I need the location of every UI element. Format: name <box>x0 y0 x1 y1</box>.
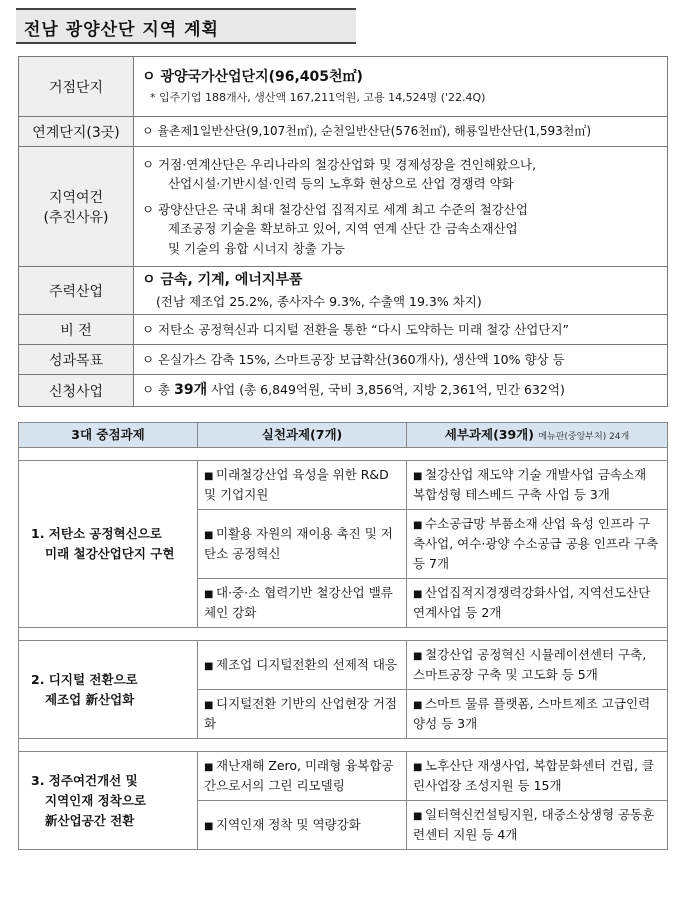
group3-category-line2: 지역인재 정착으로 <box>45 792 146 808</box>
vision-row <box>19 315 668 345</box>
apply-label: 신청사업 <box>19 375 134 407</box>
vision-label: 비 전 <box>19 315 134 345</box>
group3-action1: 재난재해 Zero, 미래형 융복합공간으로서의 그린 리모델링 <box>204 758 394 793</box>
group1-detail2: 수소공급망 부품소재 산업 육성 인프라 구축사업, 여수·광양 수소공급 공용 인프라 구축 등 7개 <box>413 516 659 571</box>
page-title-box <box>16 8 356 44</box>
goal-label: 성과목표 <box>19 345 134 375</box>
group1-detail3: 산업집적지경쟁력강화사업, 지역선도산단 연계사업 등 2개 <box>413 585 651 620</box>
conditions-p2a: ㅇ 광양산단은 국내 최대 철강산업 집적지로 세계 최고 수준의 철강산업 <box>142 201 528 217</box>
group3-row1: 3. 정주여건개선 및 지역인재 정착으로 新산업공간 전환 ■ 재난재해 Zero, 미래형 융복합공간으로서의 그린 리모델링 ■ 노후산단 재생사업, 복합문화센터 건립, 클린사업장 조성지원 등 15개 <box>19 752 668 801</box>
overview-table <box>18 56 668 407</box>
group3-detail2: 일터혁신컨설팅지원, 대중소상생형 공동훈련센터 지원 등 4개 <box>413 807 655 842</box>
group2-category-line2: 제조업 新산업화 <box>45 691 135 707</box>
apply-row <box>19 375 668 407</box>
vision-line: ㅇ 저탄소 공정혁신과 디지털 전환을 통한 “다시 도약하는 미래 철강 산업단지” <box>134 315 668 345</box>
conditions-sublabel: (추진사유) <box>43 209 109 226</box>
apply-prefix: ㅇ 총 <box>142 381 175 397</box>
group2-action2: 디지털전환 기반의 산업현장 거점화 <box>204 696 397 731</box>
group1-action2: 미활용 자원의 재이용 촉진 및 저탄소 공정혁신 <box>204 526 393 561</box>
group1-action3: 대·중·소 협력기반 철강산업 밸류체인 강화 <box>204 585 393 620</box>
industry-label: 주력산업 <box>19 267 134 315</box>
group1-row3: ■ 대·중·소 협력기반 철강산업 밸류체인 강화 ■ 산업집적지경쟁력강화사업, 지역선도산단 연계사업 등 2개 <box>19 579 668 628</box>
group1-category-line2: 미래 철강산업단지 구현 <box>45 546 175 561</box>
tasks-table <box>18 422 668 850</box>
group2-category-line1: 2. 디지털 전환으로 <box>31 671 138 687</box>
group1-detail1: 철강산업 재도약 기술 개발사업 금속소재 복합성형 테스베드 구축 사업 등 3개 <box>413 467 647 502</box>
group1-row2: ■ 미활용 자원의 재이용 촉진 및 저탄소 공정혁신 ■ 수소공급망 부품소재 산업 육성 인프라 구축사업, 여수·광양 수소공급 공용 인프라 구축 등 7개 <box>19 510 668 579</box>
linked-row <box>19 117 668 147</box>
linked-label: 연계단지(3곳) <box>19 117 134 147</box>
conditions-row <box>19 147 668 267</box>
group3-action2: 지역인재 정착 및 역량강화 <box>216 817 361 832</box>
hub-line: ㅇ 광양국가산업단지(96,405천㎡) <box>142 69 363 86</box>
group2-detail1: 철강산업 공정혁신 시뮬레이션센터 구축, 스마트공장 구축 및 고도화 등 5개 <box>413 647 647 682</box>
group1-category-line1: 1. 저탄소 공정혁신으로 <box>31 526 162 541</box>
page-title: 전남 광양산단 지역 계획 <box>24 20 219 40</box>
header-col2: 실천과제(7개) <box>198 423 407 448</box>
group3-category-line3: 新산업공간 전환 <box>45 812 135 828</box>
group2-action1: 제조업 디지털전환의 선제적 대응 <box>216 657 397 672</box>
group3-detail1: 노후산단 재생사업, 복합문화센터 건립, 클린사업장 조성지원 등 15개 <box>413 758 655 793</box>
apply-detail: 사업 (총 6,849억원, 국비 3,856억, 지방 2,361억, 민간 632억) <box>207 381 565 397</box>
group2-detail2: 스마트 물류 플랫폼, 스마트제조 고급인력 양성 등 3개 <box>413 696 651 731</box>
group2-row1: 2. 디지털 전환으로 제조업 新산업화 ■ 제조업 디지털전환의 선제적 대응 ■ 철강산업 공정혁신 시뮬레이션센터 구축, 스마트공장 구축 및 고도화 등 5개 <box>19 641 668 690</box>
industry-row <box>19 267 668 315</box>
hub-note: * 입주기업 188개사, 생산액 167,211억원, 고용 14,524명 ('22.4Q) <box>150 90 486 104</box>
group3-row2: ■ 지역인재 정착 및 역량강화 ■ 일터혁신컨설팅지원, 대중소상생형 공동훈련센터 지원 등 4개 <box>19 801 668 850</box>
apply-count: 39개 <box>174 381 208 398</box>
group1-action1: 미래철강산업 육성을 위한 R&D 및 기업지원 <box>204 467 389 502</box>
goal-row <box>19 345 668 375</box>
hub-row <box>19 57 668 117</box>
hub-label: 거점단지 <box>19 57 134 117</box>
linked-line: ㅇ 율촌제1일반산단(9,107천㎡), 순천일반산단(576천㎡), 해룡일반산단(1,593천㎡) <box>134 117 668 147</box>
goal-line: ㅇ 온실가스 감축 15%, 스마트공장 보급확산(360개사), 생산액 10% 향상 등 <box>134 345 668 375</box>
conditions-p2b: 제조공정 기술을 확보하고 있어, 지역 연계 산단 간 금속소재산업 <box>168 221 518 237</box>
header-col3: 세부과제(39개) <box>444 427 534 442</box>
conditions-p1b: 산업시설·기반시설·인력 등의 노후화 현상으로 산업 경쟁력 약화 <box>168 176 514 192</box>
group2-row2: ■ 디지털전환 기반의 산업현장 거점화 ■ 스마트 물류 플랫폼, 스마트제조 고급인력 양성 등 3개 <box>19 690 668 739</box>
industry-stats: (전남 제조업 25.2%, 종사자수 9.3%, 수출액 19.3% 차지) <box>156 293 482 309</box>
header-col3-note: 메뉴판(중앙부처) 24개 <box>538 432 630 442</box>
header-col1: 3대 중점과제 <box>19 423 198 448</box>
conditions-label: 지역여건 <box>48 189 104 206</box>
conditions-p1a: ㅇ 거점·연계산단은 우리나라의 철강산업화 및 경제성장을 견인해왔으나, <box>142 157 537 173</box>
group3-category-line1: 3. 정주여건개선 및 <box>31 772 138 788</box>
industry-line: ㅇ 금속, 기계, 에너지부품 <box>142 272 303 288</box>
tasks-header <box>19 423 668 448</box>
group1-row1: 1. 저탄소 공정혁신으로 미래 철강산업단지 구현 ■ 미래철강산업 육성을 위한 R&D 및 기업지원 ■ 철강산업 재도약 기술 개발사업 금속소재 복합성형 테스베드 구축 사업 등 3개 <box>19 461 668 510</box>
conditions-p2c: 및 기술의 융합 시너지 창출 가능 <box>168 240 345 256</box>
